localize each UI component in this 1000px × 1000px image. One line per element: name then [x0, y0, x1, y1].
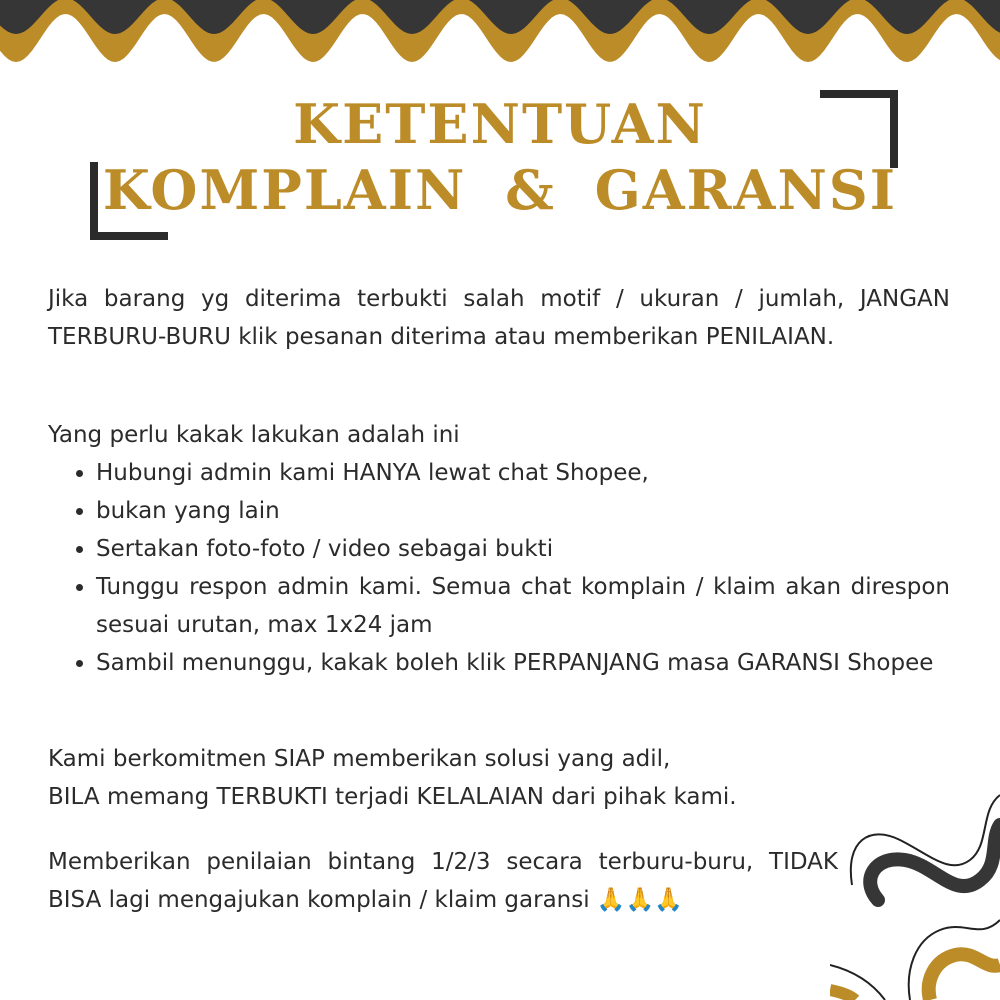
title-line-2: KOMPLAIN & GARANSI — [102, 158, 898, 222]
commitment-paragraph — [48, 740, 950, 816]
list-item: • Sertakan foto-foto / video sebagai bukti — [96, 530, 950, 568]
list-item: • Tunggu respon admin kami. Semua chat komplain / klaim akan direspon sesuai urutan, max 1x24 jam — [96, 568, 950, 644]
intro-paragraph — [48, 280, 950, 356]
warning-text: Memberikan penilaian bintang 1/2/3 secara terburu-buru, TIDAK BISA lagi mengajukan komplain / klaim garansi 🙏🙏🙏 — [48, 849, 838, 913]
list-item: • Sambil menunggu, kakak boleh klik PERPANJANG masa GARANSI Shopee — [96, 644, 950, 682]
list-item: • bukan yang lain — [96, 492, 950, 530]
steps-section — [48, 416, 950, 682]
commitment-line-2: BILA memang TERBUKTI terjadi KELALAIAN dari pihak kami. — [48, 784, 737, 810]
warning-paragraph — [48, 843, 838, 919]
squiggle-decoration — [830, 780, 1000, 1000]
steps-list — [48, 454, 950, 682]
commitment-line-1: Kami berkomitmen SIAP memberikan solusi yang adil, — [48, 746, 671, 772]
title-line-1: KETENTUAN — [293, 92, 707, 156]
top-wave-decoration — [0, 0, 1000, 70]
intro-text: Jika barang yg diterima terbukti salah motif / ukuran / jumlah, JANGAN TERBURU-BURU klik pesanan diterima atau memberikan PENILAIAN. — [48, 286, 950, 350]
steps-intro: Yang perlu kakak lakukan adalah ini — [48, 422, 460, 448]
list-item: • Hubungi admin kami HANYA lewat chat Shopee, — [96, 454, 950, 492]
